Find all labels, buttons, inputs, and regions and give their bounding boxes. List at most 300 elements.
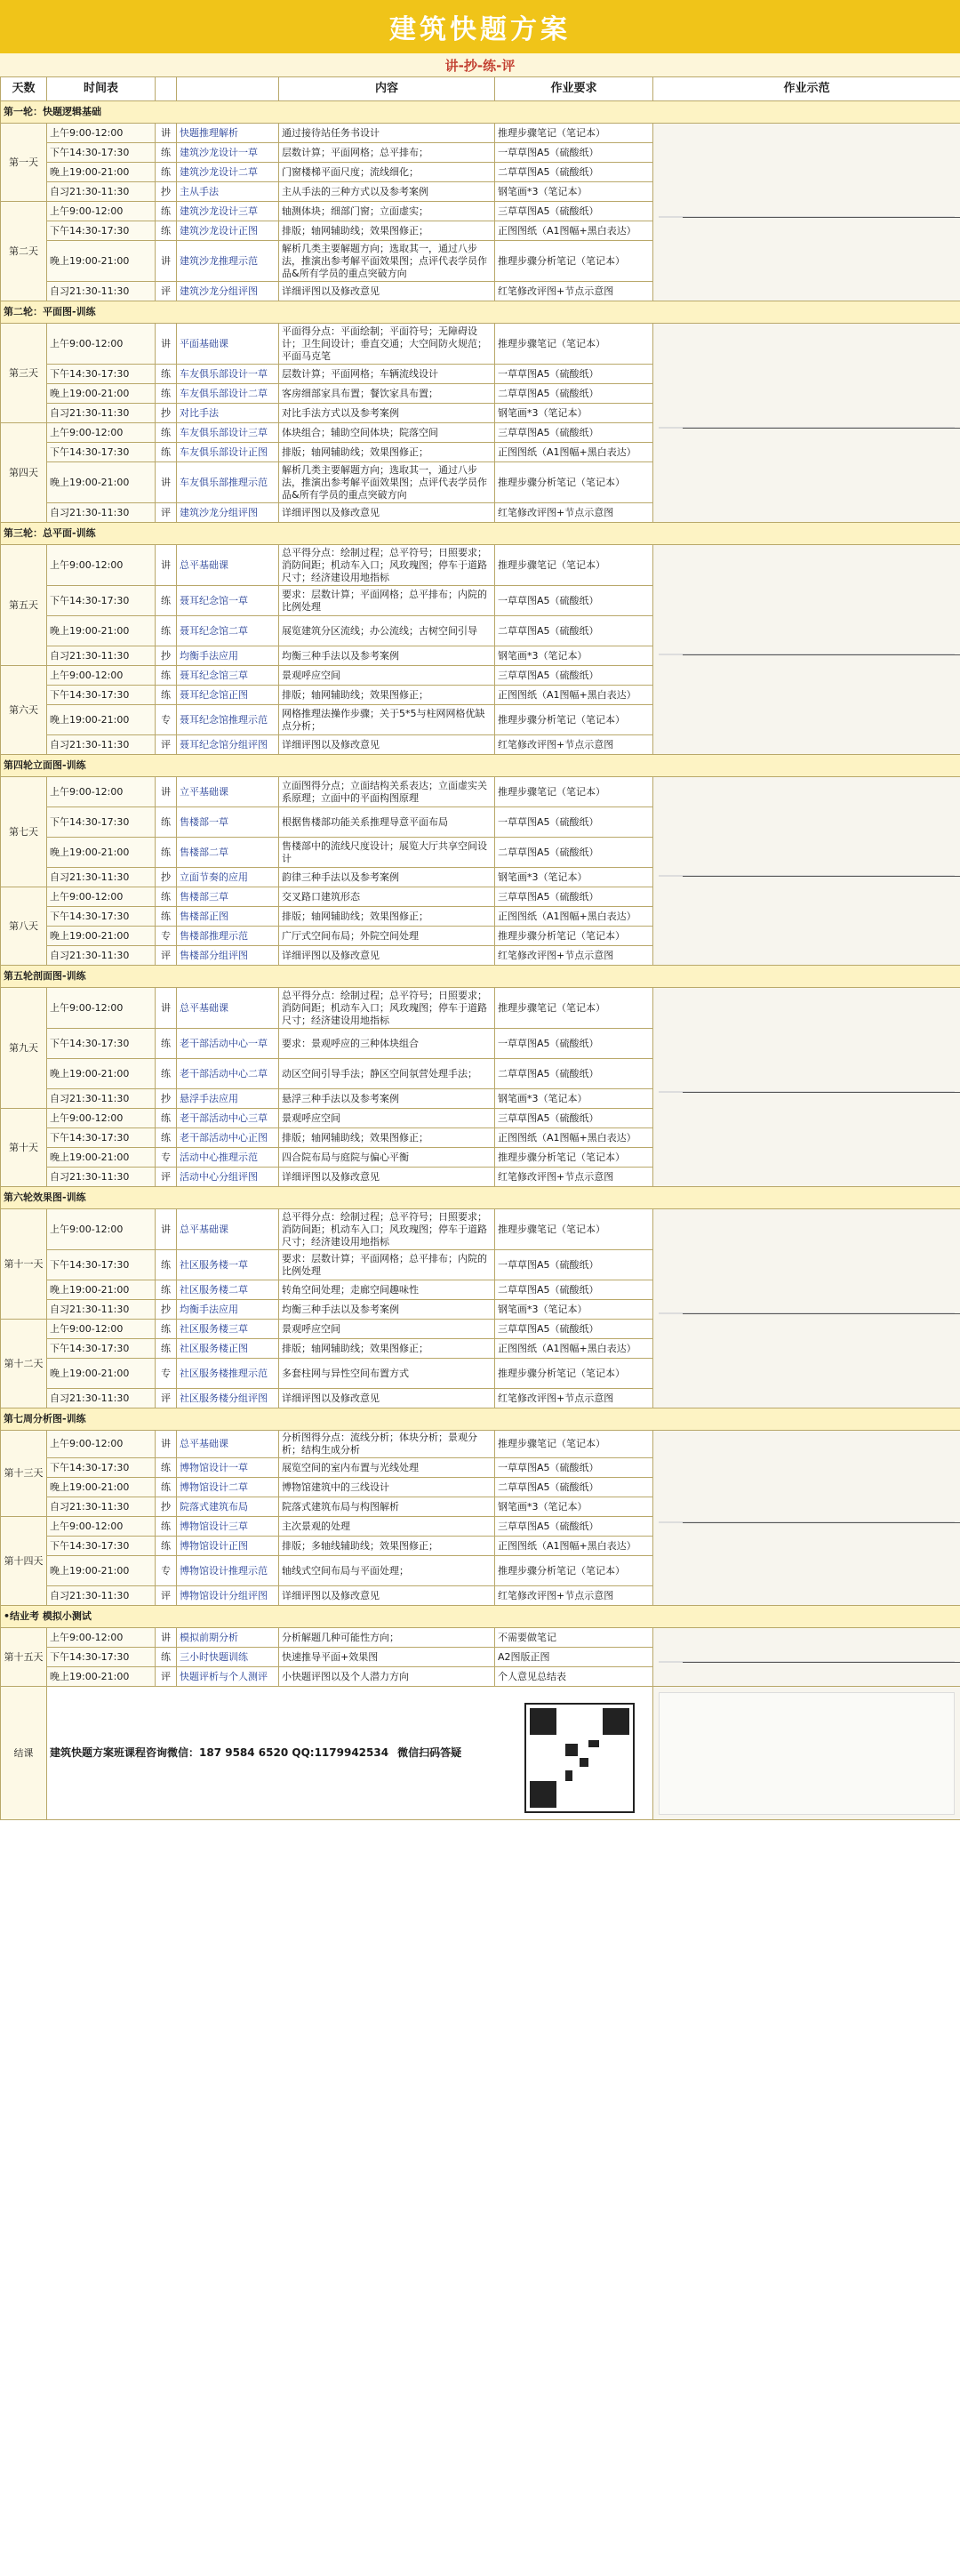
topic-cell: 社区服务楼分组评图 (177, 1389, 279, 1408)
requirement-cell: 钢笔画*3（笔记本） (495, 1300, 653, 1320)
topic-cell: 总平基础课 (177, 988, 279, 1029)
type-cell: 专 (156, 705, 177, 735)
type-cell: 练 (156, 1250, 177, 1280)
time-cell: 上午9:00-12:00 (47, 324, 156, 365)
type-cell: 练 (156, 1109, 177, 1128)
sample-drawing-cell (653, 777, 960, 966)
content-cell: 排版；轴网辅助线；效果图修正； (279, 443, 495, 462)
qr-module (565, 1770, 572, 1781)
requirement-cell: 钢笔画*3（笔记本） (495, 1497, 653, 1517)
requirement-cell: 二草草图A5（硫酸纸） (495, 1059, 653, 1089)
topic-cell: 建筑沙龙设计正图 (177, 221, 279, 241)
requirement-cell: 推理步骤分析笔记（笔记本） (495, 927, 653, 946)
content-cell: 立面图得分点；立面结构关系表达；立面虚实关系原理；立面中的平面构图原理 (279, 777, 495, 807)
sample-drawing (653, 1689, 960, 1818)
requirement-cell: 二草草图A5（硫酸纸） (495, 384, 653, 404)
time-cell: 下午14:30-17:30 (47, 443, 156, 462)
requirement-cell: 钢笔画*3（笔记本） (495, 404, 653, 423)
sketch-image (659, 1521, 955, 1523)
round-title: 第五轮剖面图-训练 (1, 966, 960, 988)
topic-cell: 均衡手法应用 (177, 1300, 279, 1320)
time-cell: 下午14:30-17:30 (47, 221, 156, 241)
topic-cell: 快题推理解析 (177, 124, 279, 143)
topic-cell: 建筑沙龙分组评图 (177, 282, 279, 301)
sketch-line (913, 1313, 960, 1314)
day-cell: 第六天 (1, 666, 47, 755)
type-cell: 练 (156, 1029, 177, 1059)
sample-drawing-cell (653, 545, 960, 755)
requirement-cell: 二草草图A5（硫酸纸） (495, 1478, 653, 1497)
time-cell: 下午14:30-17:30 (47, 1029, 156, 1059)
requirement-cell: 三草草图A5（硫酸纸） (495, 202, 653, 221)
type-cell: 讲 (156, 462, 177, 503)
content-cell: 排版；轴网辅助线；效果图修正； (279, 1128, 495, 1148)
content-cell: 景观呼应空间 (279, 1320, 495, 1339)
header-row (1, 77, 960, 101)
topic-cell: 售楼部分组评图 (177, 946, 279, 966)
time-cell: 下午14:30-17:30 (47, 1339, 156, 1359)
content-cell: 解析几类主要解题方向；选取其一，通过八步法，推演出参考解平面效果图；点评代表学员作品&所有学员的重点突破方向 (279, 462, 495, 503)
day-cell: 第十三天 (1, 1431, 47, 1517)
type-cell: 练 (156, 384, 177, 404)
requirement-cell: 推理步骤笔记（笔记本） (495, 777, 653, 807)
type-cell: 练 (156, 365, 177, 384)
topic-cell: 车友俱乐部设计二草 (177, 384, 279, 404)
requirement-cell: 红笔修改评图+节点示意图 (495, 282, 653, 301)
content-cell: 主从手法的三种方式以及参考案例 (279, 182, 495, 202)
sample-drawing-cell (653, 1628, 960, 1687)
type-cell: 练 (156, 221, 177, 241)
content-cell: 要求：景观呼应的三种体块组合 (279, 1029, 495, 1059)
topic-cell: 博物馆设计二草 (177, 1478, 279, 1497)
topic-cell: 博物馆设计分组评图 (177, 1586, 279, 1606)
type-cell: 练 (156, 807, 177, 838)
schedule-table (0, 76, 960, 1820)
col-header: 天数 (1, 77, 47, 101)
time-cell: 自习21:30-11:30 (47, 946, 156, 966)
content-cell: 客房细部家具布置；餐饮家具布置； (279, 384, 495, 404)
time-cell: 晚上19:00-21:00 (47, 241, 156, 282)
content-cell: 详细评图以及修改意见 (279, 946, 495, 966)
requirement-cell: 一草草图A5（硫酸纸） (495, 807, 653, 838)
topic-cell: 建筑沙龙设计一草 (177, 143, 279, 163)
content-cell: 四合院布局与庭院与偏心平衡 (279, 1148, 495, 1168)
sketch-image (659, 1312, 955, 1314)
requirement-cell: 红笔修改评图+节点示意图 (495, 735, 653, 755)
time-cell: 下午14:30-17:30 (47, 1458, 156, 1478)
day-cell: 第七天 (1, 777, 47, 887)
time-cell: 晚上19:00-21:00 (47, 1280, 156, 1300)
qr-module (530, 1781, 556, 1808)
requirement-cell: 钢笔画*3（笔记本） (495, 182, 653, 202)
type-cell: 练 (156, 838, 177, 868)
content-cell: 多套柱网与异性空间布置方式 (279, 1359, 495, 1389)
topic-cell: 总平基础课 (177, 545, 279, 586)
type-cell: 练 (156, 1458, 177, 1478)
type-cell: 评 (156, 1586, 177, 1606)
time-cell: 自习21:30-11:30 (47, 1300, 156, 1320)
content-cell: 分析解题几种可能性方向； (279, 1628, 495, 1648)
requirement-cell: 钢笔画*3（笔记本） (495, 646, 653, 666)
content-cell: 根据售楼部功能关系推理导意平面布局 (279, 807, 495, 838)
time-cell: 下午14:30-17:30 (47, 1648, 156, 1667)
table-row (1, 324, 960, 365)
page-subtitle: 讲-抄-练-评 (0, 53, 960, 76)
topic-cell: 立平基础课 (177, 777, 279, 807)
requirement-cell: 正图图纸（A1图幅+黑白表达） (495, 1339, 653, 1359)
requirement-cell: 一草草图A5（硫酸纸） (495, 143, 653, 163)
requirement-cell: 推理步骤分析笔记（笔记本） (495, 1359, 653, 1389)
topic-cell: 建筑沙龙推理示范 (177, 241, 279, 282)
type-cell: 练 (156, 143, 177, 163)
time-cell: 上午9:00-12:00 (47, 1517, 156, 1537)
requirement-cell: 三草草图A5（硫酸纸） (495, 423, 653, 443)
content-cell: 快速推导平面+效果图 (279, 1648, 495, 1667)
type-cell: 练 (156, 1280, 177, 1300)
type-cell: 练 (156, 1478, 177, 1497)
content-cell: 分析图得分点：流线分析；体块分析；景观分析；结构生成分析 (279, 1431, 495, 1458)
time-cell: 晚上19:00-21:00 (47, 927, 156, 946)
time-cell: 自习21:30-11:30 (47, 1389, 156, 1408)
topic-cell: 售楼部正图 (177, 907, 279, 927)
day-cell: 第十四天 (1, 1517, 47, 1606)
time-cell: 晚上19:00-21:00 (47, 1148, 156, 1168)
content-cell: 展览建筑分区流线；办公流线；古树空间引导 (279, 616, 495, 646)
content-cell: 体块组合；辅助空间体块；院落空间 (279, 423, 495, 443)
type-cell: 练 (156, 202, 177, 221)
time-cell: 下午14:30-17:30 (47, 686, 156, 705)
round-header-row (1, 301, 960, 324)
requirement-cell: 钢笔画*3（笔记本） (495, 1089, 653, 1109)
requirement-cell: 推理步骤笔记（笔记本） (495, 545, 653, 586)
content-cell: 均衡三种手法以及参考案例 (279, 1300, 495, 1320)
content-cell: 交叉路口建筑形态 (279, 887, 495, 907)
qr-code[interactable] (524, 1703, 635, 1813)
col-header: 内容 (279, 77, 495, 101)
sample-drawing-cell (653, 124, 960, 301)
content-cell: 对比手法方式以及参考案例 (279, 404, 495, 423)
time-cell: 晚上19:00-21:00 (47, 838, 156, 868)
topic-cell: 均衡手法应用 (177, 646, 279, 666)
type-cell: 讲 (156, 1209, 177, 1250)
type-cell: 讲 (156, 124, 177, 143)
round-title: 第二轮：平面图-训练 (1, 301, 960, 324)
content-cell: 门窗楼梯平面尺度；流线细化； (279, 163, 495, 182)
time-cell: 上午9:00-12:00 (47, 423, 156, 443)
topic-cell: 悬浮手法应用 (177, 1089, 279, 1109)
topic-cell: 对比手法 (177, 404, 279, 423)
topic-cell: 建筑沙龙分组评图 (177, 503, 279, 523)
requirement-cell: 推理步骤笔记（笔记本） (495, 988, 653, 1029)
time-cell: 上午9:00-12:00 (47, 1431, 156, 1458)
col-header (177, 77, 279, 101)
requirement-cell: 三草草图A5（硫酸纸） (495, 887, 653, 907)
time-cell: 下午14:30-17:30 (47, 143, 156, 163)
requirement-cell: 红笔修改评图+节点示意图 (495, 503, 653, 523)
topic-cell: 聂耳纪念馆二草 (177, 616, 279, 646)
topic-cell: 活动中心推理示范 (177, 1148, 279, 1168)
page-title: 建筑快题方案 (0, 0, 960, 53)
topic-cell: 车友俱乐部设计一草 (177, 365, 279, 384)
content-cell: 广厅式空间布局；外院空间处理 (279, 927, 495, 946)
type-cell: 评 (156, 735, 177, 755)
type-cell: 练 (156, 443, 177, 462)
type-cell: 专 (156, 1556, 177, 1586)
time-cell: 上午9:00-12:00 (47, 1209, 156, 1250)
topic-cell: 聂耳纪念馆一草 (177, 586, 279, 616)
topic-cell: 模拟前期分析 (177, 1628, 279, 1648)
time-cell: 下午14:30-17:30 (47, 586, 156, 616)
time-cell: 晚上19:00-21:00 (47, 1556, 156, 1586)
type-cell: 练 (156, 1648, 177, 1667)
type-cell: 抄 (156, 182, 177, 202)
round-title: 第六轮效果图-训练 (1, 1187, 960, 1209)
content-cell: 主次景观的处理 (279, 1517, 495, 1537)
day-cell: 第四天 (1, 423, 47, 523)
topic-cell: 总平基础课 (177, 1431, 279, 1458)
topic-cell: 社区服务楼正图 (177, 1339, 279, 1359)
table-row (1, 1431, 960, 1458)
round-header-row (1, 1408, 960, 1431)
requirement-cell: 推理步骤笔记（笔记本） (495, 1431, 653, 1458)
sketch-image (659, 216, 955, 218)
topic-cell: 车友俱乐部设计正图 (177, 443, 279, 462)
requirement-cell: A2图版正图 (495, 1648, 653, 1667)
time-cell: 上午9:00-12:00 (47, 1109, 156, 1128)
sketch-image (659, 1692, 955, 1815)
topic-cell: 聂耳纪念馆三草 (177, 666, 279, 686)
requirement-cell: 不需要做笔记 (495, 1628, 653, 1648)
round-header-row (1, 523, 960, 545)
time-cell: 上午9:00-12:00 (47, 777, 156, 807)
sample-drawing-cell (653, 1431, 960, 1606)
time-cell: 晚上19:00-21:00 (47, 616, 156, 646)
time-cell: 自习21:30-11:30 (47, 868, 156, 887)
content-cell: 详细评图以及修改意见 (279, 1389, 495, 1408)
requirement-cell: 二草草图A5（硫酸纸） (495, 1280, 653, 1300)
topic-cell: 院落式建筑布局 (177, 1497, 279, 1517)
content-cell: 景观呼应空间 (279, 666, 495, 686)
col-header: 时间表 (47, 77, 156, 101)
time-cell: 自习21:30-11:30 (47, 735, 156, 755)
requirement-cell: 正图图纸（A1图幅+黑白表达） (495, 1537, 653, 1556)
requirement-cell: 正图图纸（A1图幅+黑白表达） (495, 907, 653, 927)
requirement-cell: 红笔修改评图+节点示意图 (495, 1389, 653, 1408)
content-cell: 总平得分点：绘制过程；总平符号；日照要求；消防间距；机动车入口；风玫瑰图；停车于道路尺寸；经济建设用地指标 (279, 1209, 495, 1250)
topic-cell: 建筑沙龙设计二草 (177, 163, 279, 182)
sample-drawing-cell (653, 1687, 960, 1820)
content-cell: 解析几类主要解题方向；选取其一，通过八步法，推演出参考解平面效果图；点评代表学员作品&所有学员的重点突破方向 (279, 241, 495, 282)
type-cell: 专 (156, 1148, 177, 1168)
requirement-cell: 二草草图A5（硫酸纸） (495, 616, 653, 646)
day-cell: 第十五天 (1, 1628, 47, 1687)
content-cell: 要求：层数计算；平面网格；总平排布；内院的比例处理 (279, 586, 495, 616)
type-cell: 练 (156, 1320, 177, 1339)
content-cell: 排版；多轴线辅助线；效果图修正； (279, 1537, 495, 1556)
topic-cell: 建筑沙龙设计三草 (177, 202, 279, 221)
type-cell: 练 (156, 1128, 177, 1148)
time-cell: 下午14:30-17:30 (47, 1537, 156, 1556)
time-cell: 下午14:30-17:30 (47, 807, 156, 838)
content-cell: 均衡三种手法以及参考案例 (279, 646, 495, 666)
scan-hint: 微信扫码答疑 (397, 1746, 462, 1759)
type-cell: 评 (156, 1667, 177, 1687)
type-cell: 练 (156, 423, 177, 443)
table-row (1, 1209, 960, 1250)
requirement-cell: 一草草图A5（硫酸纸） (495, 586, 653, 616)
requirement-cell: 推理步骤分析笔记（笔记本） (495, 462, 653, 503)
topic-cell: 售楼部一草 (177, 807, 279, 838)
time-cell: 自习21:30-11:30 (47, 404, 156, 423)
type-cell: 练 (156, 616, 177, 646)
consult-text: 建筑快题方案班课程咨询微信：187 9584 6520 QQ:1179942534 (50, 1746, 389, 1759)
time-cell: 上午9:00-12:00 (47, 1320, 156, 1339)
time-cell: 下午14:30-17:30 (47, 1128, 156, 1148)
topic-cell: 售楼部三草 (177, 887, 279, 907)
round-title: 第三轮：总平面-训练 (1, 523, 960, 545)
footer-label: 结课 (1, 1687, 47, 1820)
content-cell: 悬浮三种手法以及参考案例 (279, 1089, 495, 1109)
day-cell: 第八天 (1, 887, 47, 966)
type-cell: 抄 (156, 1497, 177, 1517)
time-cell: 上午9:00-12:00 (47, 545, 156, 586)
type-cell: 讲 (156, 545, 177, 586)
type-cell: 练 (156, 1517, 177, 1537)
content-cell: 详细评图以及修改意见 (279, 735, 495, 755)
footer-row (1, 1687, 960, 1820)
content-cell: 网格推理法操作步骤；关于5*5与柱网网格优缺点分析； (279, 705, 495, 735)
type-cell: 讲 (156, 1628, 177, 1648)
type-cell: 专 (156, 1359, 177, 1389)
content-cell: 排版；轴网辅助线；效果图修正； (279, 686, 495, 705)
type-cell: 讲 (156, 1431, 177, 1458)
day-cell: 第十一天 (1, 1209, 47, 1320)
content-cell: 排版；轴网辅助线；效果图修正； (279, 907, 495, 927)
requirement-cell: 正图图纸（A1图幅+黑白表达） (495, 443, 653, 462)
round-title: 第四轮立面图-训练 (1, 755, 960, 777)
day-cell: 第五天 (1, 545, 47, 666)
table-row (1, 777, 960, 807)
day-cell: 第二天 (1, 202, 47, 301)
table-row (1, 988, 960, 1029)
type-cell: 练 (156, 163, 177, 182)
sketch-line (913, 1522, 960, 1523)
type-cell: 练 (156, 907, 177, 927)
time-cell: 上午9:00-12:00 (47, 887, 156, 907)
content-cell: 详细评图以及修改意见 (279, 1168, 495, 1187)
qr-module (580, 1758, 588, 1767)
sketch-line (913, 876, 960, 877)
topic-cell: 立面节奏的应用 (177, 868, 279, 887)
col-header: 作业要求 (495, 77, 653, 101)
topic-cell: 社区服务楼三草 (177, 1320, 279, 1339)
topic-cell: 老干部活动中心三草 (177, 1109, 279, 1128)
type-cell: 评 (156, 1389, 177, 1408)
type-cell: 抄 (156, 1300, 177, 1320)
requirement-cell: 推理步骤笔记（笔记本） (495, 124, 653, 143)
topic-cell: 快题评析与个人测评 (177, 1667, 279, 1687)
content-cell: 总平得分点：绘制过程；总平符号；日照要求；消防间距；机动车入口；风玫瑰图；停车于道路尺寸；经济建设用地指标 (279, 988, 495, 1029)
type-cell: 讲 (156, 777, 177, 807)
sketch-line (913, 1662, 960, 1663)
type-cell: 练 (156, 1339, 177, 1359)
sketch-line (913, 1092, 960, 1093)
type-cell: 练 (156, 1059, 177, 1089)
type-cell: 评 (156, 282, 177, 301)
content-cell: 排版；轴网辅助线；效果图修正； (279, 1339, 495, 1359)
requirement-cell: 推理步骤分析笔记（笔记本） (495, 705, 653, 735)
table-row (1, 124, 960, 143)
content-cell: 平面得分点：平面绘制；平面符号；无障碍设计；卫生间设计；垂直交通；大空间防火规范；平面马克笔 (279, 324, 495, 365)
sketch-image (659, 427, 955, 429)
day-cell: 第十天 (1, 1109, 47, 1187)
topic-cell: 聂耳纪念馆推理示范 (177, 705, 279, 735)
time-cell: 晚上19:00-21:00 (47, 163, 156, 182)
type-cell: 讲 (156, 324, 177, 365)
requirement-cell: 一草草图A5（硫酸纸） (495, 1029, 653, 1059)
topic-cell: 三小时快题训练 (177, 1648, 279, 1667)
requirement-cell: 推理步骤笔记（笔记本） (495, 324, 653, 365)
topic-cell: 博物馆设计推理示范 (177, 1556, 279, 1586)
type-cell: 练 (156, 586, 177, 616)
topic-cell: 聂耳纪念馆分组评图 (177, 735, 279, 755)
content-cell: 总平得分点：绘制过程；总平符号；日照要求；消防间距；机动车入口；风玫瑰图；停车于道路尺寸；经济建设用地指标 (279, 545, 495, 586)
topic-cell: 总平基础课 (177, 1209, 279, 1250)
type-cell: 评 (156, 946, 177, 966)
type-cell: 抄 (156, 404, 177, 423)
content-cell: 轴测体块；细部门窗；立面虚实； (279, 202, 495, 221)
topic-cell: 售楼部二草 (177, 838, 279, 868)
day-cell: 第九天 (1, 988, 47, 1109)
time-cell: 自习21:30-11:30 (47, 503, 156, 523)
topic-cell: 车友俱乐部推理示范 (177, 462, 279, 503)
topic-cell: 社区服务楼推理示范 (177, 1359, 279, 1389)
time-cell: 晚上19:00-21:00 (47, 705, 156, 735)
content-cell: 要求：层数计算；平面网格；总平排布；内院的比例处理 (279, 1250, 495, 1280)
type-cell: 练 (156, 1537, 177, 1556)
requirement-cell: 个人意见总结表 (495, 1667, 653, 1687)
topic-cell: 老干部活动中心正图 (177, 1128, 279, 1148)
topic-cell: 老干部活动中心二草 (177, 1059, 279, 1089)
type-cell: 讲 (156, 241, 177, 282)
time-cell: 自习21:30-11:30 (47, 1586, 156, 1606)
requirement-cell: 三草草图A5（硫酸纸） (495, 1109, 653, 1128)
type-cell: 讲 (156, 988, 177, 1029)
time-cell: 上午9:00-12:00 (47, 666, 156, 686)
col-header (156, 77, 177, 101)
time-cell: 下午14:30-17:30 (47, 365, 156, 384)
requirement-cell: 推理步骤分析笔记（笔记本） (495, 1148, 653, 1168)
round-header-row (1, 101, 960, 124)
content-cell: 小快题评图以及个人潜力方向 (279, 1667, 495, 1687)
qr-module (588, 1740, 599, 1747)
sketch-image (659, 1091, 955, 1093)
type-cell: 练 (156, 666, 177, 686)
sketch-line (913, 428, 960, 429)
time-cell: 下午14:30-17:30 (47, 907, 156, 927)
topic-cell: 售楼部推理示范 (177, 927, 279, 946)
time-cell: 上午9:00-12:00 (47, 124, 156, 143)
content-cell: 景观呼应空间 (279, 1109, 495, 1128)
content-cell: 轴线式空间布局与平面处理； (279, 1556, 495, 1586)
round-header-row (1, 1187, 960, 1209)
col-header: 作业示范 (653, 77, 960, 101)
time-cell: 自习21:30-11:30 (47, 182, 156, 202)
sketch-image (659, 875, 955, 877)
type-cell: 专 (156, 927, 177, 946)
type-cell: 练 (156, 887, 177, 907)
qr-module (530, 1708, 556, 1735)
